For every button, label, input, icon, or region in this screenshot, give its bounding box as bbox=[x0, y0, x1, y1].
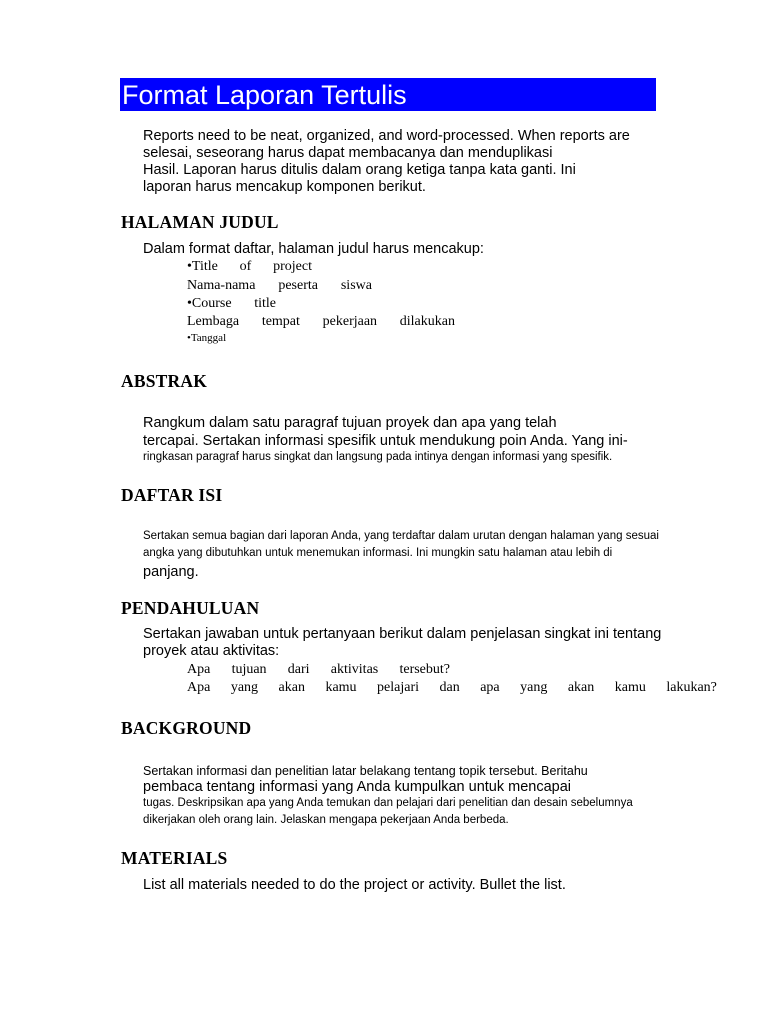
section-heading-materials: MATERIALS bbox=[121, 848, 228, 868]
intro-line: Reports need to be neat, organized, and word-processed. When reports are bbox=[143, 128, 630, 144]
title-page-item: Lembaga tempat pekerjaan dilakukan bbox=[187, 314, 455, 329]
abstrak-line: ringkasan paragraf harus singkat dan langsung pada intinya dengan informasi yang spesifik. bbox=[143, 451, 613, 463]
section-heading-pendahuluan: PENDAHULUAN bbox=[121, 598, 260, 618]
intro-line: selesai, seseorang harus dapat membacanya dan menduplikasi bbox=[143, 145, 553, 161]
pendahuluan-question: Apa tujuan dari aktivitas tersebut? bbox=[187, 662, 450, 677]
background-line: Sertakan informasi dan penelitian latar belakang tentang topik tersebut. Beritahu bbox=[143, 764, 588, 778]
title-bar bbox=[120, 78, 656, 111]
pendahuluan-question: Apa yang akan kamu pelajari dan apa yang akan kamu lakukan? bbox=[187, 680, 717, 695]
section-heading-halaman-judul: HALAMAN JUDUL bbox=[121, 212, 279, 232]
pendahuluan-line: proyek atau aktivitas: bbox=[143, 643, 280, 659]
section-heading-abstrak: ABSTRAK bbox=[121, 371, 208, 391]
title-page-item: Nama-nama peserta siswa bbox=[187, 278, 372, 293]
daftar-isi-line: Sertakan semua bagian dari laporan Anda, yang terdaftar dalam urutan dengan halaman yang sesuai bbox=[143, 530, 659, 542]
page-title: Format Laporan Tertulis bbox=[122, 80, 407, 110]
abstrak-line: Rangkum dalam satu paragraf tujuan proyek dan apa yang telah bbox=[143, 415, 557, 431]
section-heading-background: BACKGROUND bbox=[121, 718, 252, 738]
daftar-isi-line: panjang. bbox=[143, 564, 199, 580]
title-page-item: •Course title bbox=[187, 296, 276, 311]
halaman-judul-lead: Dalam format daftar, halaman judul harus mencakup: bbox=[143, 241, 484, 257]
title-page-item: •Title of project bbox=[187, 259, 312, 274]
section-heading-daftar-isi: DAFTAR ISI bbox=[121, 485, 223, 505]
intro-line: Hasil. Laporan harus ditulis dalam orang ketiga tanpa kata ganti. Ini bbox=[143, 162, 576, 178]
background-line: pembaca tentang informasi yang Anda kumpulkan untuk mencapai bbox=[143, 779, 572, 795]
title-page-item: •Tanggal bbox=[187, 332, 227, 344]
abstrak-line: tercapai. Sertakan informasi spesifik untuk mendukung poin Anda. Yang ini- bbox=[143, 433, 628, 449]
background-line: dikerjakan oleh orang lain. Jelaskan mengapa pekerjaan Anda berbeda. bbox=[143, 814, 509, 826]
background-line: tugas. Deskripsikan apa yang Anda temukan dan pelajari dari penelitian dan desain sebelumnya bbox=[143, 797, 633, 809]
materials-line: List all materials needed to do the project or activity. Bullet the list. bbox=[143, 877, 566, 893]
intro-line: laporan harus mencakup komponen berikut. bbox=[143, 179, 426, 195]
daftar-isi-line: angka yang dibutuhkan untuk menemukan informasi. Ini mungkin satu halaman atau lebih di bbox=[143, 547, 613, 559]
pendahuluan-line: Sertakan jawaban untuk pertanyaan berikut dalam penjelasan singkat ini tentang bbox=[143, 626, 662, 642]
